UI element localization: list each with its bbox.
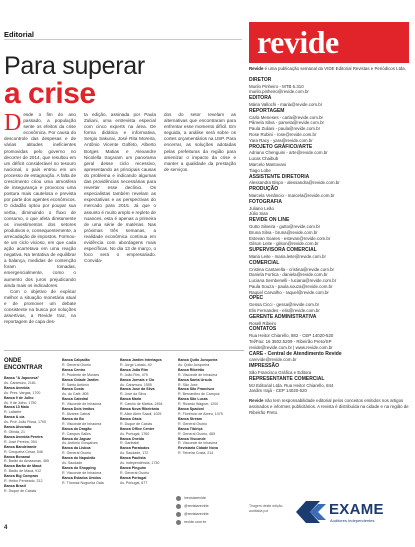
- circulation-note: Tiragem deste edição auditada por: [249, 504, 283, 513]
- banca-address: Av. Independência, 1730: [120, 461, 160, 466]
- banca-address: Av. Saudade: [62, 461, 83, 466]
- banca-address: R. General Osório: [120, 470, 149, 475]
- banca-address: Av. 9 de Julho, 1750: [4, 400, 37, 405]
- banca-name: Banca Santa Ursula: [178, 377, 212, 382]
- banca-address: R. Teixeira Costa, 214: [178, 451, 214, 456]
- masthead-line: murilo.pinheiro@revide.com.br: [249, 89, 309, 95]
- banca-item: [4, 425, 62, 435]
- banca-address: Av. Portugal, 1760: [120, 431, 150, 436]
- banca-item: [4, 455, 62, 465]
- banca-address: R. Garibaldi: [120, 441, 139, 446]
- masthead-line: Luciana Sembenelli - luciana@revide.com.br: [249, 278, 337, 284]
- masthead-disclaimer: Revide não tem responsabilidade editorial pelos conceitos emitidos nos artigos assinados e informes publicitários. A revista é distribuída na cidade e na região de Ribeirão Preto.: [249, 398, 409, 415]
- where-divider: [4, 350, 244, 351]
- masthead-line: Bruna Silva - bruna@revide.com.br: [249, 229, 318, 235]
- masthead-line: Murilo Pinheiro - MTB 6.310: [249, 83, 304, 89]
- banca-address: R. Lafaiete: [4, 410, 22, 415]
- masthead-group: [249, 377, 409, 394]
- banca-item: [178, 417, 236, 427]
- masthead-group: [249, 218, 409, 247]
- banca-name: Banca Stream: [178, 416, 202, 421]
- masthead-group: [249, 78, 409, 95]
- banca-address: Av. Saudade, 172: [120, 451, 149, 456]
- banca-item: [62, 446, 120, 456]
- article-column-3: [164, 112, 236, 173]
- banca-address: R. Barão de Mauá, 912: [4, 469, 42, 474]
- masthead-group-title: REVIDE ON LINE: [249, 217, 290, 224]
- banca-item: [62, 397, 120, 407]
- masthead-line: Alessandra Bispo - alessandra@revide.com.br: [249, 180, 340, 186]
- banca-address: R. Visconde de Inhaúma: [62, 421, 102, 426]
- banca-name: Banca Bonanal: [4, 454, 30, 459]
- banca-address: Av. Pres. Vargas, 1700: [4, 390, 41, 395]
- banca-item: [62, 387, 120, 397]
- masthead-group-title: SUPERVISORA COMERCIAL: [249, 247, 317, 254]
- banca-list-column-1: [4, 376, 62, 494]
- banca-item: [4, 415, 62, 425]
- banca-name: Banca da Lisboa: [62, 446, 91, 451]
- masthead-line: carevide@revide.com.br: [249, 357, 297, 363]
- masthead-group-title: PROJETO GRÁFICO/ARTE: [249, 143, 313, 150]
- banca-name: Banca "A Japonesa": [4, 376, 40, 380]
- banca-name: Banca do Jaguar: [62, 436, 91, 441]
- masthead-line: revide@revide.com.br | www.revide.com.br: [249, 344, 333, 350]
- masthead-line: MJ Editorial Ltda. Rua Heitor Chiarello, 844: [249, 382, 334, 388]
- banca-address: R. Álvares Cabral: [62, 411, 91, 416]
- banca-item: [178, 437, 236, 447]
- social-links: [176, 494, 240, 526]
- banca-address: R. Visconde de Inhaúma: [62, 402, 102, 407]
- banca-address: Av. Caramuru, 1555: [120, 382, 152, 387]
- banca-item: [178, 407, 236, 417]
- banca-address: R. General Osório: [62, 451, 91, 456]
- masthead-line: Tiago Lobe: [249, 167, 271, 173]
- banca-item: [62, 358, 120, 368]
- banca-name: Banca Office Center: [120, 426, 155, 431]
- masthead-group-title: REPRESENTANTE COMERCIAL: [249, 375, 325, 382]
- masthead-line: Paula Zuliani - paula@revide.com.br: [249, 126, 321, 132]
- banca-item: [4, 445, 62, 455]
- banca-address: R. José da Silva: [120, 392, 146, 397]
- masthead-line: Tel/Fax: 16 3602.5209 - Ribeirão Preto/SP: [249, 339, 332, 345]
- banca-name: Banca 13 Maio: [4, 405, 29, 410]
- masthead-group: [249, 109, 409, 144]
- masthead-line: Cristina Cantarella - cristina@revide.com.br: [249, 266, 334, 272]
- banca-address: Av. Quito Junqueira: [178, 362, 210, 367]
- masthead: [249, 66, 409, 416]
- twitter-link[interactable]: @revistarevide: [176, 502, 240, 510]
- banca-name: Banca Nova Ribeirânia: [120, 407, 159, 412]
- banca-item: [120, 407, 178, 417]
- banca-address: Av. Portugal, 677: [120, 480, 148, 485]
- banca-name: Banca do Bo: [62, 416, 84, 421]
- masthead-line: Daniela Fortica - daniela@revide.com.br: [249, 272, 328, 278]
- banca-address: R. Visconde de Inhaúma: [62, 470, 102, 475]
- banca-item: [178, 368, 236, 378]
- masthead-line: Gutto Silveira - gutto@revide.com.br: [249, 223, 321, 229]
- banca-item: [4, 484, 62, 494]
- facebook-icon: [176, 496, 181, 501]
- banca-address: R. General Osório: [178, 421, 207, 426]
- banca-item: [120, 456, 178, 466]
- banca-name: Banca Bandeirante: [4, 444, 37, 449]
- masthead-line: Carla Meneses - carla@revide.com.br: [249, 114, 323, 120]
- banca-item: [4, 464, 62, 474]
- drop-cap: D: [4, 110, 22, 136]
- banca-item: [120, 358, 178, 368]
- banca-item: [120, 427, 178, 437]
- editorial-article: [4, 112, 243, 348]
- facebook-link[interactable]: /revistarevide: [176, 494, 240, 502]
- banca-item: [120, 378, 178, 388]
- banca-item: [178, 446, 236, 456]
- banca-list-column-2: [62, 358, 120, 486]
- banca-item: [62, 378, 120, 388]
- banca-item: [62, 407, 120, 417]
- masthead-line: Pâmela Silva - pamela@revide.com.br: [249, 120, 324, 126]
- banca-name: Banca Paratodos: [120, 446, 150, 451]
- banca-name: Banca Catedral: [62, 397, 89, 402]
- banca-address: R. Prudente de Moraes: [62, 372, 100, 377]
- masthead-group: [249, 248, 409, 260]
- banca-item: [62, 417, 120, 427]
- banca-name: Banca 9 de Julho: [4, 395, 34, 400]
- banca-item: [4, 435, 62, 445]
- headline: [4, 54, 244, 110]
- masthead-group-title: IMPRESSÃO: [249, 363, 280, 370]
- article-paragraph-4: dos do setor revelam as alternativas que encontraram para enfrentar esse momento difícil. Em seguida, a análise será sobre os cortes orçamentários na USP. Para encerrar, as soluções adotadas pelas prefeituras da região para amenizar o impacto da crise e manter a qualidade da prestação de serviços.: [164, 112, 236, 172]
- banca-item: [178, 358, 236, 368]
- masthead-group: [249, 175, 409, 187]
- banca-address: R. Cerqueira César, 546: [4, 449, 43, 454]
- banca-item: [4, 405, 62, 415]
- banca-name: Banca Barão de Mauá: [4, 464, 42, 469]
- globe-icon: [176, 520, 181, 525]
- masthead-line: Juliano Leão: [249, 205, 274, 211]
- banca-address: R. Jorge Lobato, 40: [120, 362, 152, 367]
- masthead-group: [249, 200, 409, 217]
- banca-item: [62, 456, 120, 466]
- twitter-icon: [176, 504, 181, 509]
- banca-address: R. Olinda, 21: [4, 429, 25, 434]
- banca-name: Banca João Rim: [120, 367, 148, 372]
- banca-address: Av. Antônio Gonçalves: [62, 441, 98, 446]
- revide-logo: revide: [249, 22, 409, 63]
- exame-auditors-logo: [292, 497, 410, 527]
- banca-name: Banca Paulista: [120, 456, 146, 461]
- banca-name: Banca Maria: [120, 397, 142, 402]
- masthead-group: [249, 261, 409, 296]
- banca-address: R. Visconde de Inhaúma: [178, 441, 218, 446]
- banca-item: [4, 396, 62, 406]
- masthead-group-title: CARE - Central de Atendimento Revide: [249, 350, 342, 357]
- banca-item: [120, 397, 178, 407]
- masthead-group: [249, 296, 409, 313]
- masthead-line: Estevan Soares - estevan@revide.com.br: [249, 235, 331, 241]
- banca-name: Banca & cia: [4, 415, 25, 420]
- website-link[interactable]: revide.com.br: [176, 518, 240, 526]
- masthead-group: [249, 364, 409, 376]
- masthead-line: Marcelo Mantovani: [249, 161, 287, 167]
- banca-item: [178, 387, 236, 397]
- masthead-group: [249, 145, 409, 174]
- banca-name: Banca Dois Irmãos: [62, 407, 95, 412]
- banca-name: Banca São Francisco: [178, 387, 215, 392]
- banca-name: Banca José da Silva: [120, 387, 155, 392]
- banca-name: Banca Avenida: [4, 385, 30, 390]
- banca-item: [120, 446, 178, 456]
- banca-address: R. São José: [178, 382, 198, 387]
- banca-name: Banca do Dragão: [62, 426, 92, 431]
- banca-address: R. Santo Antônio: [62, 382, 89, 387]
- banca-address: R. Campos Salles: [62, 431, 91, 436]
- masthead-group-title: COMERCIAL: [249, 259, 280, 266]
- masthead-group-title: EDITORA: [249, 95, 272, 102]
- banca-name: Banca do Shopping: [62, 465, 96, 470]
- exame-title: EXAME: [329, 501, 384, 518]
- banca-name: Banca Tibiriçá: [178, 426, 203, 431]
- banca-address: R. Thomaz Nogueira Gaia: [62, 480, 104, 485]
- masthead-line: Júlio Sian: [249, 211, 269, 217]
- masthead-line: Rua Heitor Chiarello, 882 - CEP 14020-520: [249, 333, 334, 339]
- instagram-link[interactable]: @revistarevide: [176, 510, 240, 518]
- banca-name: Banca Quito Junqueira: [178, 358, 218, 362]
- banca-name: Banca Portugal: [120, 475, 147, 480]
- banca-address: R. Duque de Caxias: [120, 421, 153, 426]
- masthead-group: [249, 187, 409, 199]
- banca-address: R. Ricardo Wagner, 1200: [178, 402, 219, 407]
- banca-item: [120, 387, 178, 397]
- banca-address: R. Florêncio de Abreu, 1475: [178, 411, 223, 416]
- banca-item: [178, 378, 236, 388]
- masthead-line: Rosell Ribeiro: [249, 320, 277, 326]
- banca-list-column-3: [120, 358, 178, 486]
- banca-address: R. José Pereira, 394: [4, 439, 37, 444]
- masthead-group-title: DIRETOR: [249, 76, 272, 83]
- banca-address: Av. Prof. João Fiúsa, 1700: [4, 420, 47, 425]
- banca-item: [178, 397, 236, 407]
- masthead-line: Marcela Venâncio - marcela@revide.com.br: [249, 192, 335, 198]
- article-paragraph-2: Com o objetivo de explicar melhor a situação monetária atual e de promover um debate consistente na busca por soluções assertivas, a Revide traz, na reportagem de capa des-: [4, 288, 76, 325]
- masthead-group: [249, 315, 409, 327]
- banca-name: Banca Visconde: [178, 436, 206, 441]
- banca-address: Av. Caramuru, 2181: [4, 380, 36, 385]
- banca-item: [62, 427, 120, 437]
- masthead-line: Paula Souza - paula.souza@revide.com.br: [249, 283, 333, 289]
- banca-name: Banca Costa: [62, 387, 84, 392]
- banca-item: [62, 476, 120, 486]
- masthead-line: Yara Racy - yara@revide.com.br: [249, 137, 313, 143]
- banca-name: Banca Oásis: [120, 416, 142, 421]
- article-paragraph-1: esde o fim do ano passado, a população sente os efeitos da crise econômica. Por causa do descontrole das despesas e de várias atitudes ineficientes promovidas pelo governo no decorrer de 2014, que resultou em um déficit considerável no tesouro nacional, o país entrou em um processo de estagnação. A falta de crescimento criou uma atmosfera de insegurança e provocou uma postura mais cautelosa e prevista por parte dos agentes econômicos. O cidadão optou por poupar sua verba, diminuindo o fluxo de consumo, o que afeta diretamente os investimentos dos setores produtivos e, consequentemente, a arrecadação de impostos. Formou-se um ciclo vicioso, em que cada ação acarretava em uma reação negativa. Na tentativa de equilibrar a balança, medidas de contenção foram tomadas, emergencialmente, como o aumento dos juros prejudicando ainda mais os indicadores.: [4, 112, 76, 288]
- banca-item: [178, 427, 236, 437]
- banca-address: R. Heitor Penteado, 312: [4, 479, 43, 484]
- banca-address: R. General Osório: [62, 362, 91, 367]
- masthead-group-title: PRODUÇÃO: [249, 186, 279, 193]
- banca-item: [120, 466, 178, 476]
- masthead-line: Rose Rubini - rose@revide.com.br: [249, 131, 317, 137]
- headline-line-2: a crise: [4, 77, 96, 110]
- masthead-line: Adriano Chenguini - arte@revide.com.br: [249, 150, 328, 156]
- banca-name: Banca Calçadão: [62, 358, 90, 362]
- masthead-line: Raquel Carvalho - raquel@revide.com.br: [249, 289, 329, 295]
- banca-name: Banca Centro: [62, 367, 86, 372]
- banca-name: Banca Jornais e Cia: [120, 377, 155, 382]
- banca-name: Banca Jardim Interlagos: [120, 358, 162, 362]
- banca-name: Banca Avenida Pereira: [4, 434, 43, 439]
- banca-name: Banca Pinguim: [120, 465, 146, 470]
- page-number: 4: [4, 525, 8, 531]
- banca-address: R. Camilo de Mattos, 2454: [120, 402, 163, 407]
- banca-name: Banca São Lucas: [178, 397, 208, 402]
- banca-address: R. Alice Além Saadi, 1025: [120, 411, 162, 416]
- banca-name: Banca Estados Unidos: [62, 475, 101, 480]
- section-label: Editorial: [4, 30, 35, 39]
- banca-item: [62, 437, 120, 447]
- banca-address: R. General Osório, 465: [178, 431, 215, 436]
- banca-item: [4, 474, 62, 484]
- banca-item: [62, 368, 120, 378]
- masthead-line: Jardim Irajá - CEP 14020-520: [249, 388, 308, 394]
- banca-item: [120, 437, 178, 447]
- banca-item: [62, 466, 120, 476]
- banca-name: Banca Spadoni: [178, 407, 204, 412]
- banca-name: Banca Cidade Jardim: [62, 377, 99, 382]
- masthead-group: [249, 352, 409, 364]
- banca-item: [4, 376, 62, 386]
- banca-name: Banca do Napoleão: [62, 456, 96, 461]
- masthead-group: [249, 96, 409, 108]
- masthead-intro: Revide é uma publicação semanal da VIDE Editorial Revistas e Periódicos Ltda.: [249, 66, 406, 71]
- banca-list-column-4: [178, 358, 236, 456]
- banca-address: R. Duque de Caxias: [4, 488, 37, 493]
- masthead-line: São Francisco Gráfica e Editora: [249, 370, 312, 376]
- exame-subtitle: Auditores Independentes: [330, 518, 375, 523]
- banca-item: [4, 386, 62, 396]
- masthead-group-title: OPEC: [249, 295, 264, 302]
- banca-name: Banca Ribeirão: [178, 367, 205, 372]
- masthead-group-title: FOTOGRAFIA: [249, 198, 282, 205]
- banca-item: [120, 417, 178, 427]
- masthead-group-title: CONTATOS: [249, 326, 277, 333]
- section-divider: [4, 39, 242, 40]
- banca-address: R. João Rim, 475: [120, 372, 148, 377]
- where-to-find-title: ONDE ENCONTRAR: [4, 358, 43, 371]
- headline-line-1: Para superar: [4, 52, 145, 80]
- article-column-1: [4, 112, 76, 325]
- banca-name: Banca Big Compras: [4, 474, 39, 479]
- article-paragraph-3: ta edição, assinada por Paula Zuliani, uma entrevista especial com cinco experts na área. De forma didática e informativa, Sergio Sakurai, José Rita Moreira, Antônio Vicente Golfeto, Alberto Borges Matias e Alexandre Nicolella traçaram um panorama geral desse ciclo recessivo, apresentando as principais causas do problema e indicando algumas das providências necessárias para reverter esse declínio. Os especialistas também revelam as expectativas e as perspectivas do mercado para 2015. Já que o assunto é muito amplo e repleto de nuances, esta é apenas a primeira de uma série de matérias. Nas próximas três semanas, a realidade econômica continua em evidência com abordagens mais específicas. No dia 13 de março, o foco será o empresariado. Convida-: [84, 112, 156, 264]
- banca-address: R. Bernardino de Campos: [178, 392, 220, 397]
- masthead-line: Mária Vallochi - maria@revide.com.br: [249, 101, 323, 107]
- banca-name: Banca Brasil: [4, 483, 26, 488]
- article-column-2: [84, 112, 156, 264]
- banca-name: Revistaria Cidade Nova: [178, 446, 218, 451]
- instagram-icon: [176, 512, 181, 517]
- banca-item: [120, 476, 178, 486]
- banca-address: Av. do Café, 805: [62, 392, 89, 397]
- banca-name: Banca Oneida: [120, 436, 144, 441]
- masthead-line: Elis Fernandes - elis@revide.com.br: [249, 308, 320, 314]
- masthead-line: Lucas Chaibub: [249, 156, 279, 162]
- banca-item: [120, 368, 178, 378]
- masthead-group-title: REPORTAGEM: [249, 107, 285, 114]
- masthead-group-title: GERENTE ADMINISTRATIVA: [249, 313, 317, 320]
- banca-address: R. Barão do Amazonas, 465: [4, 459, 49, 464]
- banca-address: R. Visconde de Inhaúma: [178, 372, 218, 377]
- masthead-line: Gessa Cicci - gessa@revide.com.br: [249, 302, 320, 308]
- masthead-line: Gilson Leite - gilson@revide.com.br: [249, 241, 319, 247]
- masthead-group: [249, 327, 409, 350]
- masthead-group-title: ASSISTENTE DIRETORIA: [249, 173, 310, 180]
- masthead-line: Maria Leite - maria.leite@revide.com.br: [249, 253, 326, 259]
- banca-name: Banca Alvorada: [4, 425, 32, 430]
